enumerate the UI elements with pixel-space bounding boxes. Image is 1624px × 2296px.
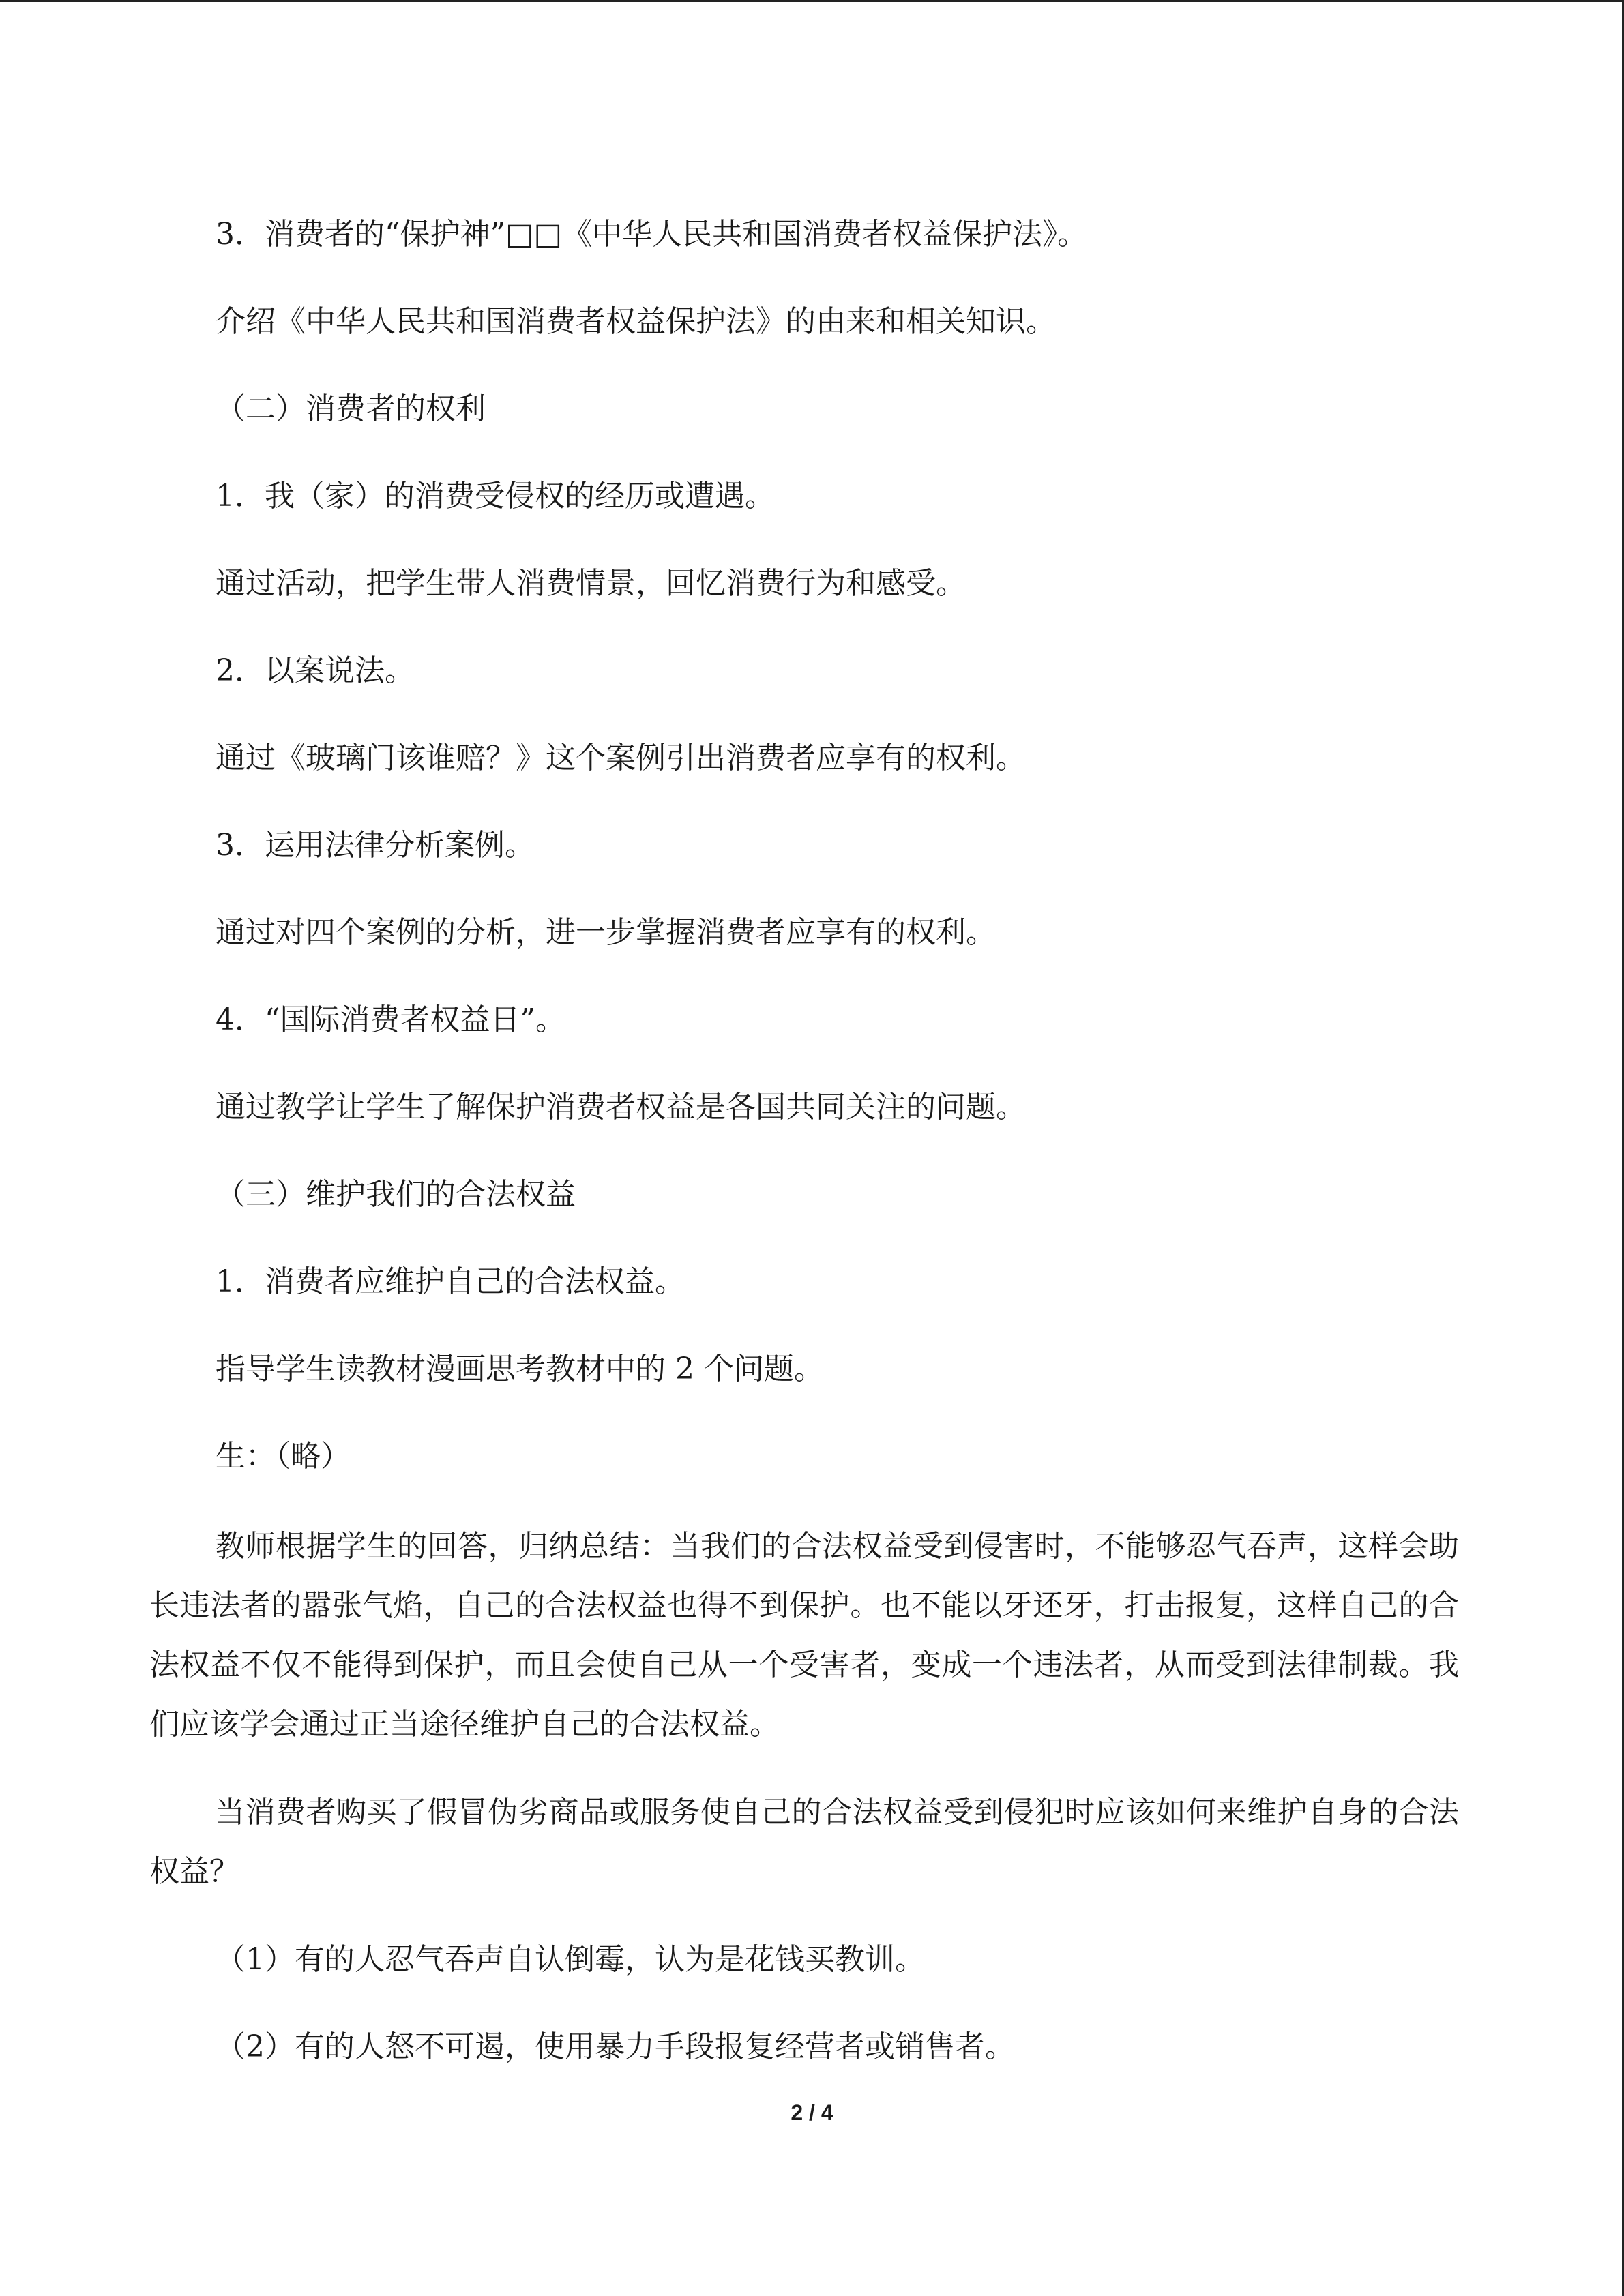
student-answer: 生：（略） <box>216 1439 351 1474</box>
activity-consumption-scene: 通过活动，把学生带人消费情景，回忆消费行为和感受。 <box>216 566 966 601</box>
case-glass-door: 通过《玻璃门该谁赔？》这个案例引出消费者应享有的权利。 <box>216 741 1026 775</box>
item-infringement-experience: 1．我（家）的消费受侵权的经历或遭遇。 <box>216 479 775 513</box>
item-legal-analysis: 3．运用法律分析案例。 <box>216 828 535 863</box>
item-protect-own-rights: 1．消费者应维护自己的合法权益。 <box>216 1264 685 1299</box>
item-consumer-protection-law: 3．消费者的“保护神”□□《中华人民共和国消费者权益保护法》。 <box>216 217 1088 252</box>
option-2: （2）有的人怒不可遏，使用暴力手段报复经营者或销售者。 <box>216 2029 1015 2064</box>
four-cases-analysis: 通过对四个案例的分析，进一步掌握消费者应享有的权利。 <box>216 915 996 950</box>
section-heading-consumer-rights: （二）消费者的权利 <box>216 391 486 426</box>
comic-questions: 指导学生读教材漫画思考教材中的 2 个问题。 <box>216 1352 824 1386</box>
teacher-summary-paragraph: 教师根据学生的回答，归纳总结：当我们的合法权益受到侵害时，不能够忍气吞声，这样会助长违法者的嚣张气焰，自己的合法权益也得不到保护。也不能以牙还牙，打击报复，这样自己的合法权益不仅不能得到保护，而且会使自己从一个受害者，变成一个违法者，从而受到法律制裁。我们应该学会通过正当途径维护自己的合法权益。 <box>149 1529 1459 1742</box>
section-heading-protect-rights: （三）维护我们的合法权益 <box>216 1177 576 1212</box>
question-paragraph: 当消费者购买了假冒伪劣商品或服务使自己的合法权益受到侵犯时应该如何来维护自身的合法权益？ <box>149 1795 1459 1889</box>
intro-protection-law: 介绍《中华人民共和国消费者权益保护法》的由来和相关知识。 <box>216 304 1056 339</box>
option-1: （1）有的人忍气吞声自认倒霉，认为是花钱买教训。 <box>216 1942 925 1977</box>
page-number: 2 / 4 <box>791 2100 833 2125</box>
item-consumer-rights-day: 4．“国际消费者权益日”。 <box>216 1002 565 1037</box>
item-case-law: 2．以案说法。 <box>216 653 415 688</box>
rights-day-teaching: 通过教学让学生了解保护消费者权益是各国共同关注的问题。 <box>216 1090 1026 1124</box>
